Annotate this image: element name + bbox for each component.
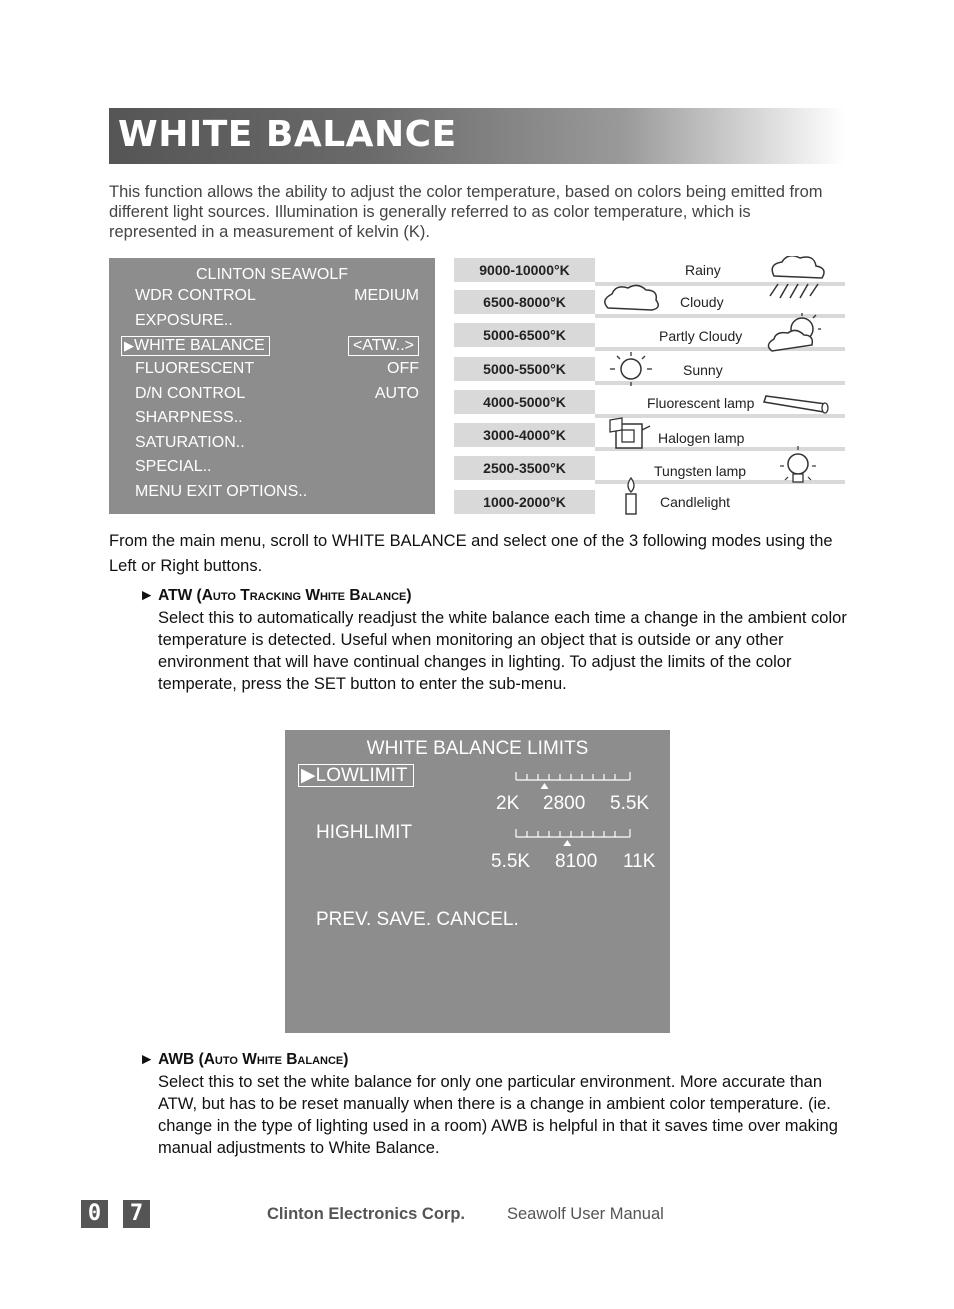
osd-row-label: SATURATION.. <box>135 434 245 451</box>
temp-range: 2500-3500°K <box>454 456 595 480</box>
osd-row-label: MENU EXIT OPTIONS.. <box>135 483 308 500</box>
osd-row-label: WDR CONTROL <box>135 287 256 304</box>
osd-menu-header: CLINTON SEAWOLF <box>195 266 349 283</box>
osd-row-saturation <box>135 434 419 458</box>
osd-row-label: EXPOSURE.. <box>135 312 233 329</box>
wb-limits-osd <box>285 730 670 1033</box>
highlimit-label: HIGHLIMIT <box>316 822 413 843</box>
lowlimit-value: 2800 <box>543 793 586 814</box>
bullet-arrow-icon: ► <box>139 587 155 604</box>
temp-range: 9000-10000°K <box>454 258 595 282</box>
highlimit-value: 8100 <box>555 851 598 872</box>
source-label: Sunny <box>683 362 723 378</box>
mode-name: (Auto Tracking White Balance) <box>196 587 412 604</box>
osd-row-value: AUTO <box>374 385 419 402</box>
highlimit-slider <box>514 825 634 849</box>
lowlimit-label: LOWLIMIT <box>315 765 408 786</box>
mode-heading-atw <box>139 587 412 605</box>
highlimit-min: 5.5K <box>491 851 531 872</box>
mode-description-atw: Select this to automatically readjust the white balance each time a change in the ambient color temperature is detected. Useful when monitoring an object that is outside or any other environment that will have continual changes in lighting. To adjust the limits of the color temperate, press the SET button to enter the sub-menu. <box>158 609 847 693</box>
source-label: Tungsten lamp <box>654 463 747 479</box>
page-number-digit: 7 <box>123 1200 150 1228</box>
mode-code: ATW <box>158 587 193 604</box>
osd-row-exposure <box>135 312 419 336</box>
candle-icon <box>620 476 642 516</box>
osd-row-value: OFF <box>387 360 419 377</box>
temp-range: 6500-8000°K <box>454 290 595 314</box>
wb-limits-actions: PREV. SAVE. CANCEL. <box>316 909 519 930</box>
highlimit-max: 11K <box>623 851 656 872</box>
osd-row-fluorescent <box>135 360 419 384</box>
osd-row-white-balance <box>124 336 419 360</box>
osd-row-label: SHARPNESS.. <box>135 409 243 426</box>
osd-row-sharpness <box>135 409 419 433</box>
selection-arrow-icon: ▶ <box>124 338 134 353</box>
osd-row-value: MEDIUM <box>354 287 419 304</box>
footer-company: Clinton Electronics Corp. <box>267 1205 466 1223</box>
temp-range: 4000-5000°K <box>454 390 595 414</box>
lowlimit-max: 5.5K <box>610 793 650 814</box>
source-label: Cloudy <box>680 294 724 310</box>
cloud-icon <box>600 284 664 316</box>
lowlimit-slider <box>514 768 634 792</box>
osd-row-label: FLUORESCENT <box>135 360 255 377</box>
source-label: Rainy <box>685 262 721 278</box>
mode-name: (Auto White Balance) <box>198 1051 349 1068</box>
osd-selected-item <box>121 336 270 356</box>
highlimit-slider-marker <box>563 840 571 846</box>
temp-range: 5000-6500°K <box>454 323 595 347</box>
page-title: WHITE BALANCE <box>118 114 457 155</box>
bullet-arrow-icon: ► <box>139 1051 155 1068</box>
rain-cloud-icon <box>764 256 836 302</box>
osd-row-wdr-control <box>135 287 419 311</box>
source-label: Fluorescent lamp <box>647 395 755 411</box>
source-label: Halogen lamp <box>658 430 745 446</box>
intro-paragraph: This function allows the ability to adjust the color temperature, based on colors being emitted from different light sources. Illumination is generally referred to as color temperature, which is represented in a measurement of kelvin (K). <box>109 183 823 241</box>
osd-row-special <box>135 458 419 482</box>
partly-cloudy-icon <box>766 311 826 357</box>
temp-range: 3000-4000°K <box>454 423 595 447</box>
osd-row-menu-exit <box>135 483 419 507</box>
fluorescent-tube-icon <box>762 390 834 414</box>
halogen-lamp-icon <box>608 416 654 456</box>
osd-row-label: D/N CONTROL <box>135 385 246 402</box>
temp-range: 1000-2000°K <box>454 490 595 514</box>
mode-code: AWB <box>158 1051 195 1068</box>
light-bulb-icon <box>778 444 818 494</box>
page-number-digit: 0 <box>81 1200 108 1228</box>
source-label: Partly Cloudy <box>659 328 743 344</box>
lowlimit-slider-marker <box>541 783 549 789</box>
mode-heading-awb <box>139 1051 348 1069</box>
osd-row-label: SPECIAL.. <box>135 458 212 475</box>
temp-range: 5000-5500°K <box>454 357 595 381</box>
sun-icon <box>606 350 656 388</box>
wb-limits-header: WHITE BALANCE LIMITS <box>366 738 589 759</box>
lowlimit-selected-item <box>298 764 414 787</box>
mode-description-awb: Select this to set the white balance for only one particular environment. More accurate than ATW, but has to be reset manually when there is a change in ambient color temperature. (ie. change in the type of lighting used in a room) AWB is helpful in that it saves time over making manual adjustments to White Balance. <box>158 1073 838 1157</box>
source-label: Candlelight <box>660 494 731 510</box>
osd-row-dn-control <box>135 385 419 409</box>
osd-row-label: WHITE BALANCE <box>134 337 265 354</box>
osd-main-menu <box>109 258 435 514</box>
footer-manual-title: Seawolf User Manual <box>507 1205 664 1223</box>
lowlimit-min: 2K <box>496 793 520 814</box>
selection-arrow-icon: ▶ <box>301 765 316 786</box>
instructions-paragraph: From the main menu, scroll to WHITE BALANCE and select one of the 3 following modes using the Left or Right buttons. <box>109 532 833 575</box>
osd-row-value: <ATW..> <box>348 336 419 356</box>
